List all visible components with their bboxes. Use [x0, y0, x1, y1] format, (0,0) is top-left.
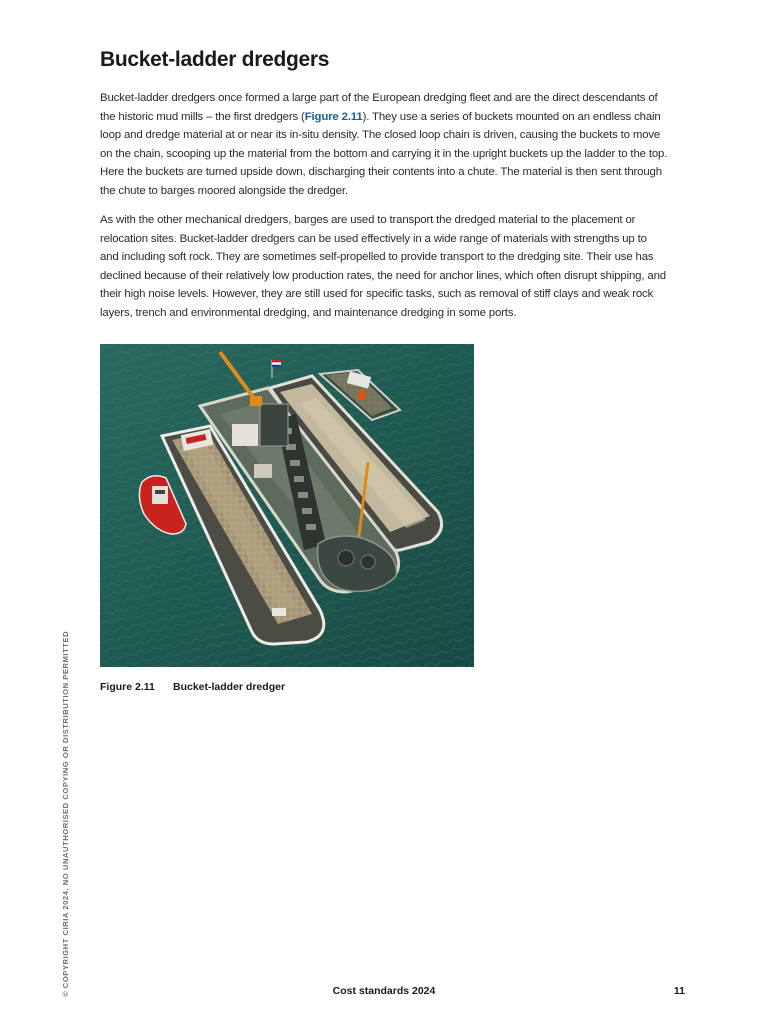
paragraph-text: Bucket-ladder dredgers once formed a large part of the European dredging fleet and are the direct descendants of the historic mud mills – the first dredgers ( [100, 92, 658, 123]
page-number: 11 [673, 985, 685, 997]
figure-caption [100, 681, 285, 693]
copyright-notice: © COPYRIGHT CIRIA 2024. NO UNAUTHORISED COPYING OR DISTRIBUTION PERMITTED [61, 630, 70, 997]
body-paragraph-2: As with the other mechanical dredgers, barges are used to transport the dredged material to the placement or relocation sites. Bucket-ladder dredgers can be used effectively in a wide range of materials with strengths up to and including soft rock. They are sometimes self-propelled to provide transport to the dredging site. Their use has declined because of their relatively low production rates, the need for anchor lines, which often disrupt shipping, and their high noise levels. However, they are still used for specific tasks, such as removal of stiff clays and weak rock layers, trench and environmental dredging, and maintenance dredging in some ports. [100, 214, 666, 319]
figure-title: Bucket-ladder dredger [173, 681, 286, 693]
figure-number: Figure 2.11 [100, 681, 155, 693]
section-heading: Bucket-ladder dredgers [100, 48, 330, 71]
paragraph-text: ). They use a series of buckets mounted on an endless chain loop and dredge material at or near its in-situ density. The closed loop chain is driven, causing the buckets to move on the chain, scooping up the material from the bottom and carrying it in the upright buckets up the ladder to the top. Here the buckets are turned upside down, discharging their contents into a chute. The material is then sent through the chute to barges moored alongside the dredger. [100, 110, 668, 197]
footer-publication-title: Cost standards 2024 [332, 985, 436, 997]
body-paragraph-1 [100, 89, 668, 201]
figure-cross-reference-link[interactable]: Figure 2.11 [304, 110, 363, 123]
figure-photo-bucket-ladder-dredger [100, 344, 474, 667]
